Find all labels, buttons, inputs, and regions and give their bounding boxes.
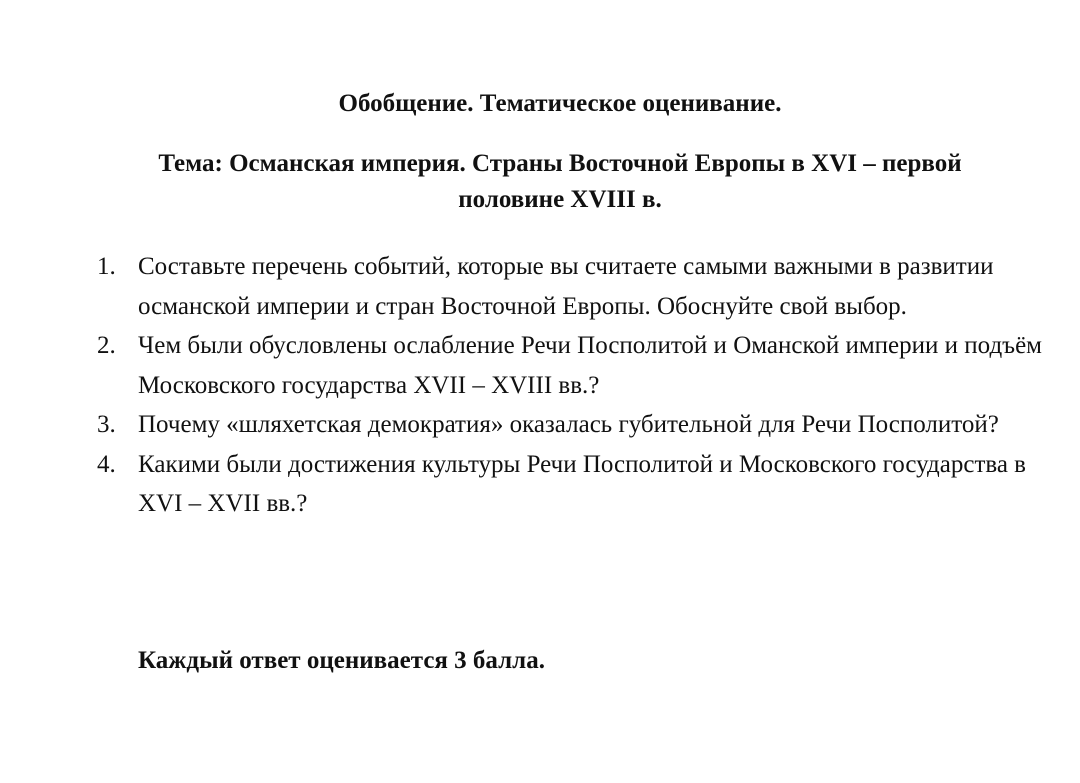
task-item-4 <box>97 445 1058 524</box>
task-item-1 <box>97 247 1058 326</box>
task-item-2 <box>97 326 1058 405</box>
task-number: 1. <box>97 253 116 280</box>
task-text: Какими были достижения культуры Речи Посполитой и Московского государства в XVI – XVII вв.? <box>138 450 1026 517</box>
task-number: 4. <box>97 450 116 478</box>
task-text: Почему «шляхетская демократия» оказалась губительной для Речи Посполитой? <box>138 411 999 438</box>
task-text: Составьте перечень событий, которые вы считаете самыми важными в развитии османской империи и стран Восточной Европы. Обоснуйте свой выбор. <box>138 253 994 320</box>
task-list <box>97 247 1058 524</box>
document-title: Обобщение. Тематическое оценивание. <box>338 90 782 117</box>
topic-line-1: Тема: Османская империя. Страны Восточной Европы в XVI – первой <box>158 150 962 177</box>
topic-line-2: половине XVIII в. <box>458 186 662 213</box>
task-number: 3. <box>97 411 116 438</box>
task-number: 2. <box>97 332 116 359</box>
scoring-note: Каждый ответ оценивается 3 балла. <box>138 647 545 674</box>
document-topic <box>60 146 1060 218</box>
task-item-3 <box>97 405 1058 445</box>
task-text: Чем были обусловлены ослабление Речи Посполитой и Оманской империи и подъём Московского государства XVII – XVIII вв.? <box>138 332 1043 399</box>
